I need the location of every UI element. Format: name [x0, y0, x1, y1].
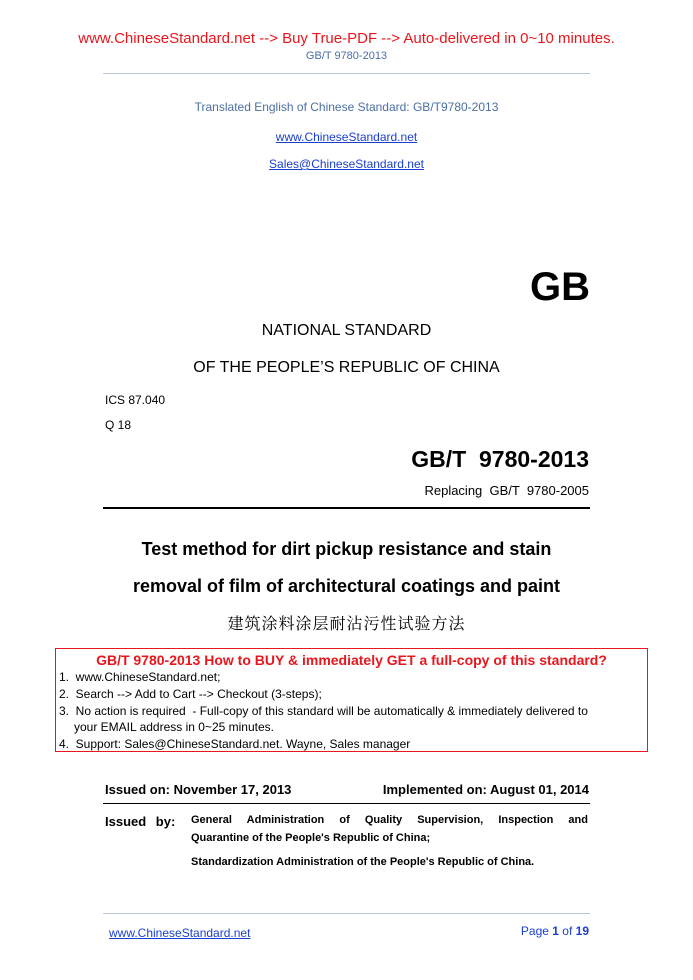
footer-divider: [103, 913, 590, 914]
national-standard-heading: NATIONAL STANDARD: [261, 322, 432, 339]
purchase-box-title: GB/T 9780-2013 How to BUY & immediately GET a full-copy of this standard?: [96, 652, 607, 668]
footer-site-link[interactable]: www.ChineseStandard.net: [109, 926, 251, 940]
page-total: 19: [575, 924, 589, 938]
purchase-step-3: 3. No action is required - Full-copy of this standard will be automatically & immediately delivered to: [59, 704, 588, 718]
site-link[interactable]: www.ChineseStandard.net: [275, 130, 418, 144]
document-title-line1: Test method for dirt pickup resistance and stain: [141, 539, 552, 559]
ics-code: ICS 87.040: [105, 393, 166, 407]
title-divider: [103, 507, 590, 509]
document-title-chinese: 建筑涂料涂层耐沾污性试验方法: [227, 616, 466, 633]
site-link-wrapper: [0, 128, 693, 146]
sales-email-link[interactable]: Sales@ChineseStandard.net: [269, 157, 424, 171]
translated-notice: Translated English of Chinese Standard: GB/T9780-2013: [194, 100, 499, 114]
standard-code: GB/T 9780-2013: [411, 446, 589, 472]
gb-mark: GB: [530, 265, 590, 309]
prc-heading: OF THE PEOPLE’S REPUBLIC OF CHINA: [193, 359, 500, 376]
purchase-step-3-continued: your EMAIL address in 0~25 minutes.: [74, 720, 274, 734]
footer-link-wrapper: [109, 924, 250, 942]
page-prefix: Page: [520, 924, 553, 938]
page-of: of: [558, 924, 576, 938]
issuer-line-2: Quarantine of the People's Republic of China;: [191, 832, 431, 844]
document-title-line2: removal of film of architectural coatings and paint: [132, 576, 561, 596]
page-number: [521, 924, 589, 938]
issuer-line-3: Standardization Administration of the People's Republic of China.: [191, 856, 535, 868]
sales-link-wrapper: [0, 155, 693, 173]
purchase-step-4: 4. Support: Sales@ChineseStandard.net. Wayne, Sales manager: [59, 737, 411, 751]
ccs-code: Q 18: [105, 418, 132, 432]
purchase-info-box: [55, 648, 648, 752]
header-divider: [103, 73, 590, 74]
purchase-step-1[interactable]: 1. www.ChineseStandard.net;: [59, 670, 221, 684]
issued-by-label: Issued by:: [105, 814, 176, 829]
replacing-note: Replacing GB/T 9780-2005: [424, 483, 589, 498]
top-banner[interactable]: www.ChineseStandard.net --> Buy True-PDF --> Auto-delivered in 0~10 minutes.: [78, 30, 615, 47]
header-standard-code: GB/T 9780-2013: [305, 50, 388, 62]
issued-on-date: Issued on: November 17, 2013: [105, 782, 292, 797]
issuer-line-1: General Administration of Quality Supervision, Inspection and: [191, 814, 588, 826]
issue-divider: [103, 803, 590, 804]
page-current: 1: [552, 924, 559, 938]
implemented-on-date: Implemented on: August 01, 2014: [382, 782, 589, 797]
purchase-step-2: 2. Search --> Add to Cart --> Checkout (3-steps);: [59, 687, 322, 701]
